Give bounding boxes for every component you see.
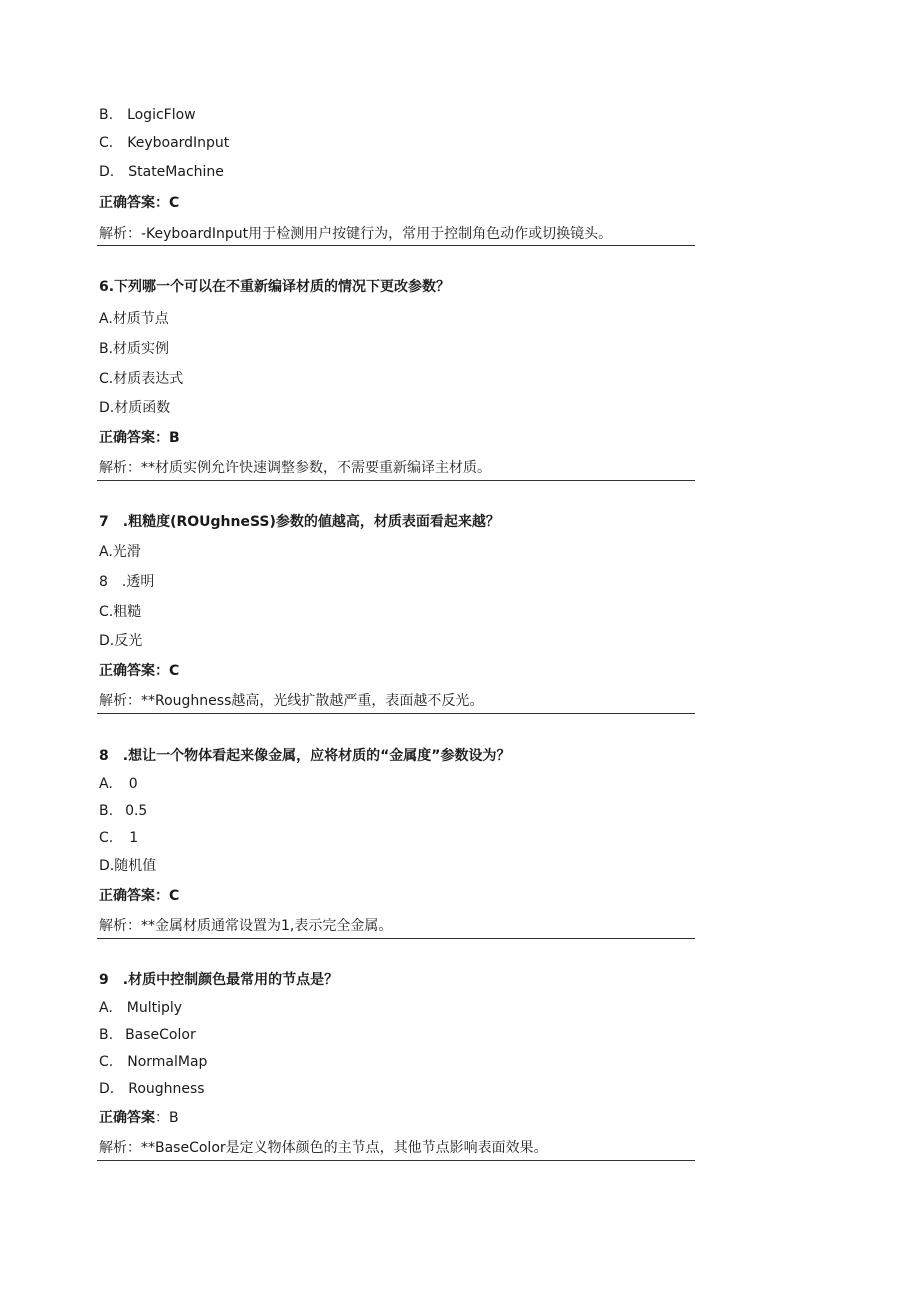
option-d: D. StateMachine xyxy=(99,164,224,180)
option-c: C.粗糙 xyxy=(99,604,142,620)
option-a: A. Multiply xyxy=(99,1000,183,1016)
option-a: A.材质节点 xyxy=(99,311,169,327)
divider xyxy=(97,938,695,939)
correct-answer: 正确答案：C xyxy=(99,888,180,904)
divider xyxy=(97,713,695,714)
option-b: B. BaseColor xyxy=(99,1027,196,1043)
option-c: C. 1 xyxy=(99,830,139,846)
option-d: D. Roughness xyxy=(99,1081,205,1097)
correct-answer: 正确答案：B xyxy=(99,430,180,446)
correct-answer: 正确答案：C xyxy=(99,663,180,679)
correct-answer: 正确答案：B xyxy=(99,1110,179,1126)
explanation: 解析：**Roughness越高，光线扩散越严重，表面越不反光。 xyxy=(99,693,484,709)
option-b: 8 .透明 xyxy=(99,574,155,590)
option-d: D.材质函数 xyxy=(99,400,171,416)
option-a: A.光滑 xyxy=(99,544,141,560)
option-c: C. NormalMap xyxy=(99,1054,208,1070)
divider xyxy=(97,1160,695,1161)
option-c: C. KeyboardInput xyxy=(99,135,230,151)
question-title: 9 .材质中控制颜色最常用的节点是？ xyxy=(99,972,339,988)
explanation: 解析：**BaseColor是定义物体颜色的主节点，其他节点影响表面效果。 xyxy=(99,1140,548,1156)
question-title: 8 .想让一个物体看起来像金属，应将材质的“金属度”参数设为？ xyxy=(99,748,511,764)
option-d: D.反光 xyxy=(99,633,143,649)
question-title: 7 .粗糙度(ROUghneSS)参数的値越高，材质表面看起来越？ xyxy=(99,514,500,530)
divider xyxy=(97,245,695,246)
option-b: B.材质实例 xyxy=(99,341,170,357)
option-c: C.材质表达式 xyxy=(99,371,184,387)
option-a: A. 0 xyxy=(99,776,138,792)
question-title: 6.下列哪一个可以在不重新编译材质的情况下更改参数？ xyxy=(99,279,451,295)
explanation: 解析：**材质实例允许快速调整参数，不需要重新编译主材质。 xyxy=(99,460,491,476)
option-b: B. 0.5 xyxy=(99,803,148,819)
explanation: 解析：**金属材质通常设置为1,表示完全金属。 xyxy=(99,918,393,934)
option-d: D.随机值 xyxy=(99,858,157,874)
divider xyxy=(97,480,695,481)
explanation: 解析：-KeyboardInput用于检测用户按键行为，常用于控制角色动作或切换镜头。 xyxy=(99,226,613,242)
option-b: B. LogicFlow xyxy=(99,107,196,123)
correct-answer: 正确答案：C xyxy=(99,195,180,211)
